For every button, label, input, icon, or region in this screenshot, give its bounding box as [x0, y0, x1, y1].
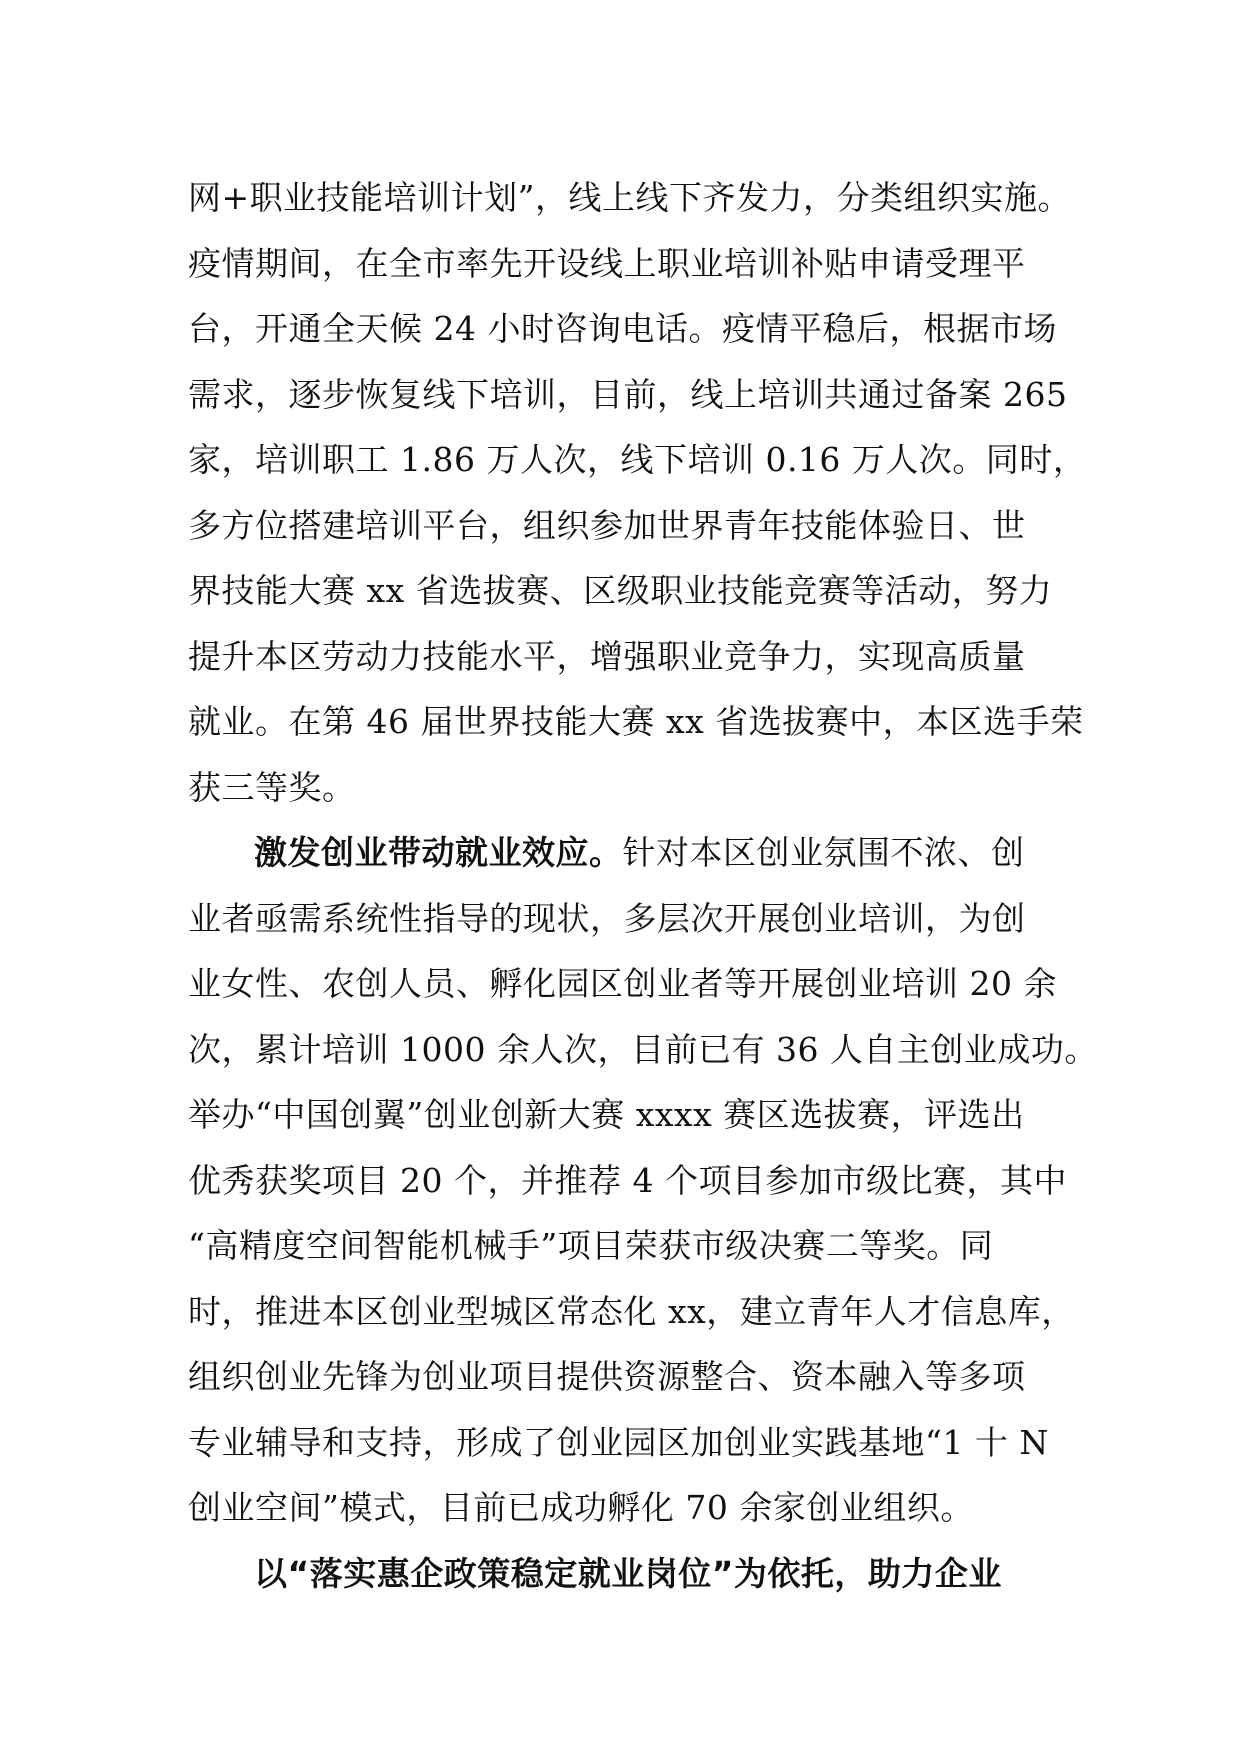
paragraph-line: 界技能大赛 xx 省选拔赛、区级职业技能竞赛等活动，努力	[188, 571, 1053, 610]
paragraph-line: 专业辅导和支持，形成了创业园区加创业实践基地“1 十 N	[188, 1422, 1049, 1462]
paragraph-line-rest: 针对本区创业氛围不浓、创	[622, 833, 1025, 872]
paragraph-policy	[188, 1541, 1068, 1607]
paragraph-line: 业者亟需系统性指导的现状，多层次开展创业培训，为创	[188, 898, 1026, 938]
paragraph-line: 网+职业技能培训计划”，线上线下齐发力，分类组织实施。	[188, 178, 1072, 217]
paragraph-line: 需求，逐步恢复线下培训，目前，线上培训共通过备案 265	[188, 374, 1068, 414]
section-heading-policy: 以“落实惠企政策稳定就业岗位”为依托，助力企业	[254, 1553, 1002, 1593]
paragraph-line: 多方位搭建培训平台，组织参加世界青年技能体验日、世	[188, 505, 1026, 545]
paragraph-line: 时，推进本区创业型城区常态化 xx，建立青年人才信息库，	[188, 1291, 1075, 1331]
paragraph-line: 台，开通全天候 24 小时咨询电话。疫情平稳后，根据市场	[188, 309, 1057, 348]
paragraph-line: 获三等奖。	[188, 767, 356, 807]
section-heading-entrepreneurship: 激发创业带动就业效应。	[254, 833, 623, 872]
paragraph-line: 举办“中国创翼”创业创新大赛 xxxx 赛区选拔赛，评选出	[188, 1095, 1025, 1134]
paragraph-training	[188, 165, 1087, 820]
paragraph-line: “高精度空间智能机械手”项目荣获市级决赛二等奖。同	[188, 1226, 994, 1265]
paragraph-line: 业女性、农创人员、孵化园区创业者等开展创业培训 20 余	[188, 964, 1057, 1003]
paragraph-line: 就业。在第 46 届世界技能大赛 xx 省选拔赛中，本区选手荣	[188, 702, 1084, 741]
paragraph-first-line	[188, 820, 1068, 886]
paragraph-line: 组织创业先锋为创业项目提供资源整合、资本融入等多项	[188, 1357, 1026, 1396]
paragraph-line: 提升本区劳动力技能水平，增强职业竞争力，实现高质量	[188, 636, 1026, 676]
paragraph-entrepreneurship	[188, 820, 1098, 1541]
paragraph-line: 创业空间”模式，目前已成功孵化 70 余家创业组织。	[188, 1488, 974, 1527]
paragraph-line: 优秀获奖项目 20 个，并推荐 4 个项目参加市级比赛，其中	[188, 1160, 1067, 1200]
paragraph-line: 家，培训职工 1.86 万人次，线下培训 0.16 万人次。同时，	[188, 440, 1087, 479]
document-body	[188, 165, 1098, 1606]
paragraph-line: 次，累计培训 1000 余人次，目前已有 36 人自主创业成功。	[188, 1029, 1098, 1069]
paragraph-line: 疫情期间，在全市率先开设线上职业培训补贴申请受理平	[188, 243, 1026, 283]
